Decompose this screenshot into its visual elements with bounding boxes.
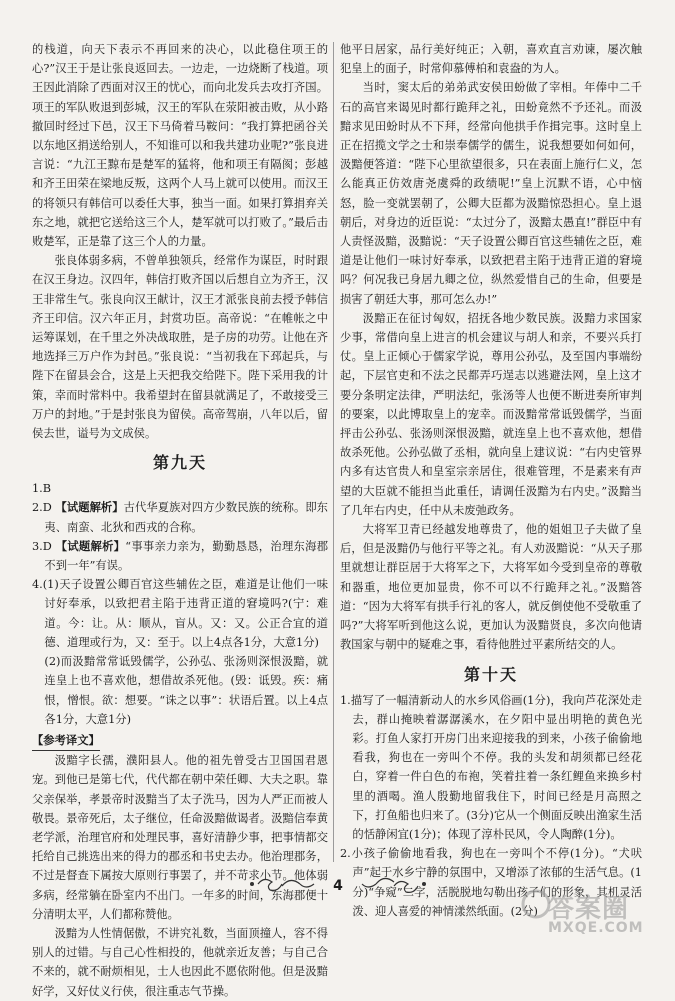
answer-item: 2.小孩子偷偷地看我，狗也在一旁叫个不停(1分)。“犬吠声”起于水乡宁静的氛围中，又增添了浓郁的生活气息。(1分)“争窥”二字，活脱脱地勾勒出孩子们的形象，其机灵活泼、迎人喜爱的神情漾然纸面。(2分) (340, 847, 642, 918)
paragraph: 他平日居家，品行美好纯正；入朝，喜欢直言劝谏，屡次触犯皇上的面子，时常仰慕傅柏和袁盎的为人。 (340, 43, 642, 76)
column-divider (333, 42, 334, 862)
watermark-text: 答案圈 (548, 894, 630, 924)
paragraph: 汲黯正在征讨匈奴，招抚各地少数民族。汲黯力求国家少事，常借向皇上进言的机会建议与胡人和亲，不要兴兵打仗。皇上正倾心于儒家学说，尊用公孙弘，及至国内事端纷起，下层官吏和不法之民都弄巧逞志以逃避法网，皇上这才要分条明定法律，严明法纪，张汤等人也便不断进奏所审判的要案，以此博取皇上的宠幸。而汲黯常常诋毁儒学，当面抨击公孙弘、张汤则深恨汲黯，就连皇上也不喜欢他，想借故杀死他。公孙弘做了丞相，就向皇上建议说：“右内史管界内多有达官贵人和皇室宗亲居住，很难管理，不是素来有声望的大臣就不能担当此重任，请调任汲黯为右内史。”汲黯当了几年右内史，任中从未废弛政务。 (340, 311, 642, 517)
paragraph: 汲黯字长孺，濮阳县人。他的祖先曾受古卫国国君恩宠。到他已是第七代，代代都在朝中荣任卿、大夫之职。靠父亲保举，孝景帝时汲黯当了太子洗马，因为人严正而被人敬畏。景帝死后，太子继位，任命汲黯做谒者。汲黯信奉黄老学派，治理官府和处理民事，喜好清静少事，把事情都交托给自己挑选出来的得力的郡丞和书史去办。他治理郡务，不过是督查下属按大原则行事罢了，并不苛求小节。他体弱多病，经常躺在卧室内不出门。一年多的时间，东海郡便十分清明太平，人们都称赞他。 (32, 754, 328, 921)
paragraph: 大将军卫青已经越发地尊贵了，他的姐姐卫子夫做了皇后，但是汲黯仍与他行平等之礼。有人劝汲黯说：“从天子那里就想让群臣居于大将军之下，大将军如今受到皇帝的尊敬和器重，地位更加显贵，你不可以不行跪拜之礼。”汲黯答道：“因为大将军有拱手行礼的客人，就反倒使他不受敬重了吗?”大将军听到他这么说，更加认为汲黯贤良，多次向他请教国家与朝中的疑难之事，看待他胜过平素所结交的人。 (340, 523, 642, 652)
answer-item (32, 537, 328, 575)
reference-translation-label: 【参考译文】 (32, 731, 100, 751)
answer-number: 3.D (32, 539, 52, 553)
answer-item (32, 498, 328, 536)
answer-text: 古代华夏族对四方少数民族的统称。即东夷、南蛮、北狄和西戎的合称。 (44, 501, 328, 534)
watermark-url: MXQE.COM (548, 920, 644, 936)
analysis-tag: 【试题解析】 (55, 501, 124, 515)
section-title-day-ten: 第十天 (463, 664, 518, 684)
answer-item: 4.(1)天子设置公卿百官这些辅佐之臣，难道是让他们一味讨好奉承，以致把君主陷于违背正道的窘境吗?(宁：难道。今：让。从：顺从，盲从。又：又。公正合宜的道德、道理或行为，又：至于。以上4点各1分，大意1分) (32, 578, 328, 649)
paragraph: 当时，窦太后的弟弟武安侯田蚡做了宰相。年俸中二千石的高官来谒见时都行跪拜之礼，田蚡竟然不予还礼。而汲黯求见田蚡时从不下拜，经常向他拱手作揖完事。这时皇上正在招揽文学之士和崇奉儒学的儒生，说我想要如何如何，汲黯便答道：“陛下心里欲望很多，只在表面上施行仁义，怎么能真正仿效唐尧虞舜的政绩呢!”皇上沉默不语，心中恼怒，脸一变就罢朝了，公卿大臣都为汲黯惊恐担心。皇上退朝后，对身边的近臣说：“太过分了，汲黯太愚直!”群臣中有人责怪汲黯，汲黯说：“天子设置公卿百官这些辅佐之臣，难道是让他们一味讨好奉承，以致把君主陷于违背正道的窘境吗？何况我已身居九卿之位，纵然爱惜自己的生命，但要是损害了朝廷大事，那可怎么办!” (340, 81, 642, 306)
left-column (32, 40, 328, 1001)
answer-item: 1.B (32, 482, 52, 496)
paragraph: 张良体弱多病，不曾单独领兵，经常作为谋臣，时时跟在汉王身边。汉四年，韩信打败齐国以后想自立为齐王，汉王非常生气。张良向汉王献计，汉王才派张良前去授予韩信齐王印信。汉六年正月，封赏功臣。高帝说：“在帷帐之中运筹谋划，在千里之外决战取胜，是子房的功劳。让他在齐地选择三万户作为封邑。”张良说：“当初我在下邳起兵，与陛下在留县会合，这是上天把我交给陛下。陛下采用我的计策，幸而时常料中。我希望封在留县就满足了，不敢接受三万户的封地。”于是封张良为留侯。高帝驾崩，八年以后，留侯去世，谥号为文成侯。 (32, 254, 328, 441)
analysis-tag: 【试题解析】 (55, 539, 126, 553)
page-number: 4 (333, 878, 343, 894)
paragraph: 汲黯为人性情倨傲，不讲究礼数，当面顶撞人，容不得别人的过错。与自己心性相投的，他就亲近友善；与自己合不来的，就不耐烦相见，士人也因此不愿依附他。但是汲黯好学，又好仗义行侠，很注重志气节操。 (32, 926, 328, 998)
right-column (340, 40, 642, 921)
section-title-day-nine: 第九天 (152, 453, 207, 473)
paragraph: 的栈道，向天下表示不再回来的决心，以此稳住项王的心?”汉王于是让张良返回去。一边走，一边烧断了栈道。项王因此消除了西面对汉王的忧心，而向北发兵去攻打齐国。项王的军队败退到彭城，汉王的军队在荥阳被击败，从小路撤回时经过下邑，汉王下马倚着马鞍问：“我打算把函谷关以东地区捐送给别人，不知谁可以和我共建功业呢?”张良进言说：“九江王黥布是楚军的猛将，他和项王有隔阂；彭越和齐王田荣在梁地反叛，这两个人马上就可以使用。而汉王的将领只有韩信可以委任大事，独当一面。如果打算捐弃关东之地，就把它送给这三个人，楚军就可以打败了。”最后击败楚军，正是靠了这三个人的力量。 (32, 43, 328, 249)
answer-item: (2)而汲黯常常诋毁儒学，公孙弘、张汤则深恨汲黯，就连皇上也不喜欢他，想借故杀死他。(毁：诋毁。疾：痛恨，憎恨。欲：想要。“诛之以事”：状语后置。以上4点各1分，大意1分) (44, 655, 328, 726)
answer-item: 1.描写了一幅清新动人的水乡风俗画(1分)，我向芦花深处走去，群山掩映着潺潺溪水，在夕阳中显出明艳的黄色光彩。打鱼人家打开房门出来迎接我的到来，小孩子偷偷地看我，狗也在一旁叫个不停。我的头发和胡须都已经花白，穿着一件白色的布袍，笑着拄着一条红鲤鱼来换乡村里的酒喝。渔人殷勤地留我住下，时间已经是月高照之下，打鱼船也归来了。(3分)它从一个侧面反映出渔家生活的恬静闲宜(1分)；体现了淳朴民风，令人陶醉(1分)。 (340, 693, 642, 841)
answer-text: “事事亲力亲为，勤勤恳恳，治理东海郡不到一年”有误。 (44, 539, 329, 573)
answer-number: 2.D (32, 501, 52, 515)
